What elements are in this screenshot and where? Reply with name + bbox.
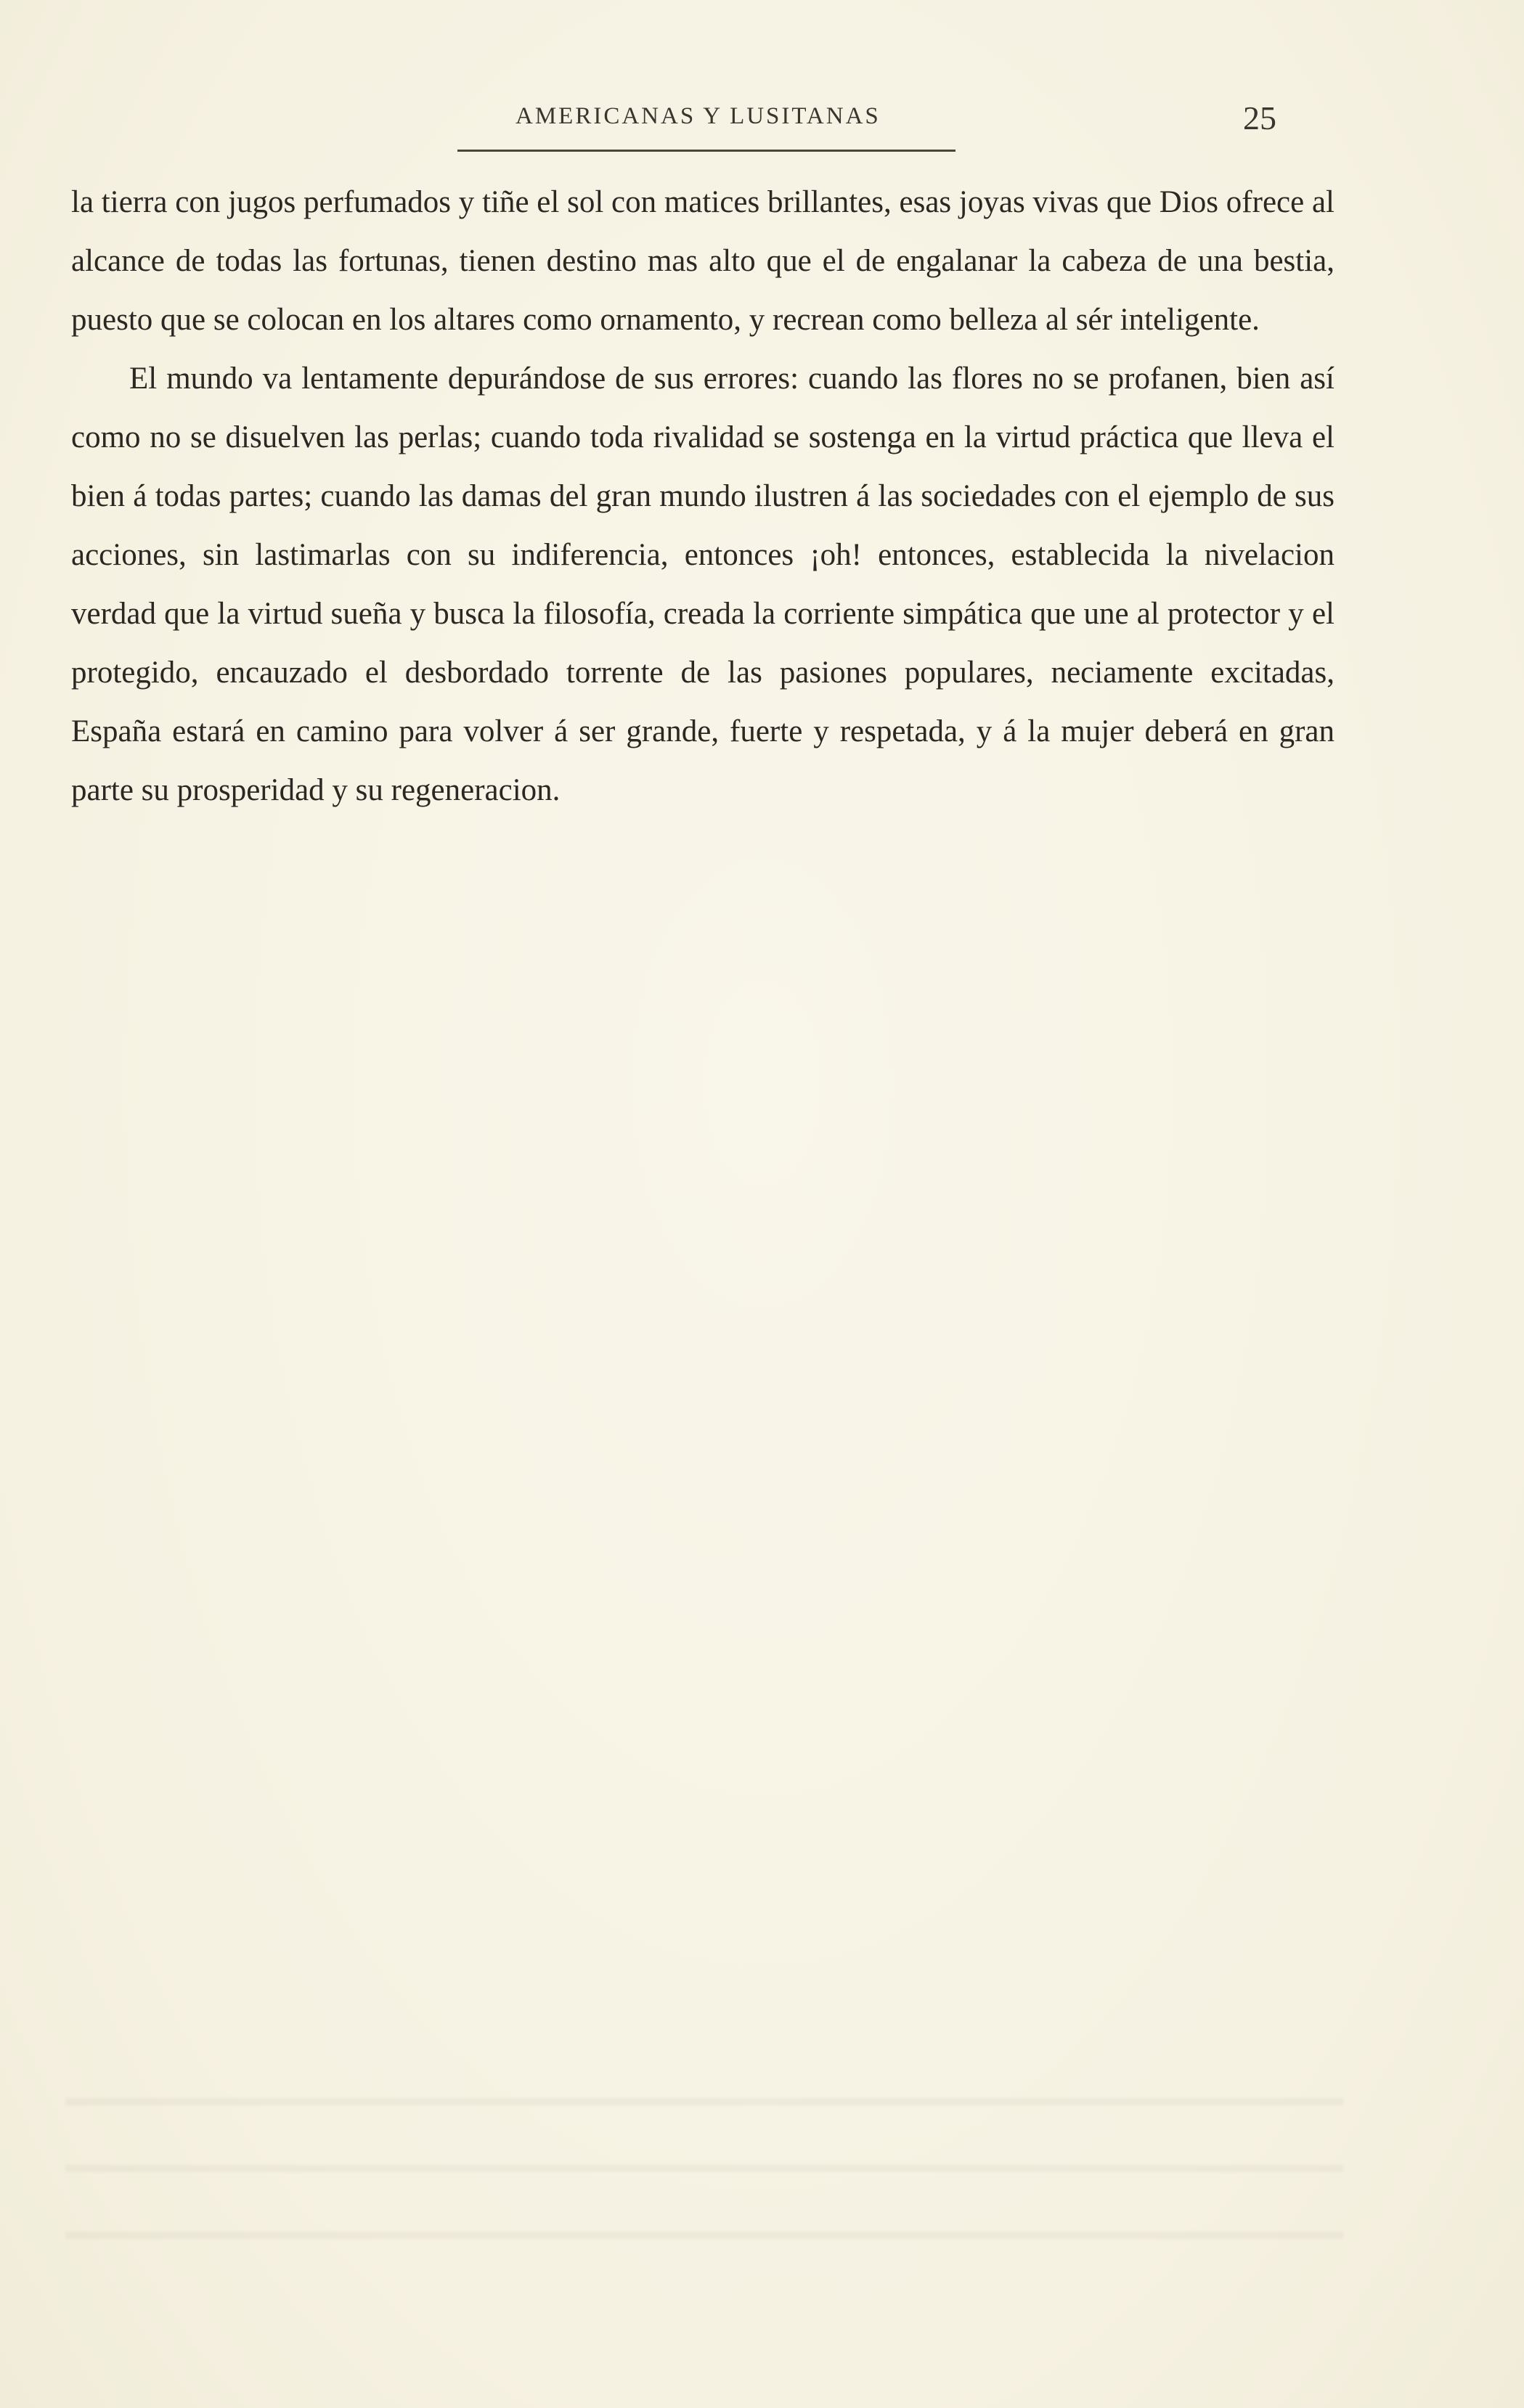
page-number: 25 xyxy=(1243,99,1276,136)
show-through-bleed xyxy=(65,2054,1343,2265)
running-title: AMERICANAS Y LUSITANAS xyxy=(516,103,881,129)
paragraph-el-mundo: El mundo va lentamente depurándose de sus errores: cuando las flores no se profanen, bien así como no se disuelven las perlas; cuando toda rivalidad se sostenga en la virtud práctica que lleva el bien á todas partes; cuando las damas del gran mundo ilustren á las sociedades con el ejemplo de sus acciones, sin lastimarlas con su indiferencia, entonces ¡oh! entonces, establecida la nivelacion verdad que la virtud sueña y busca la filosofía, creada la corriente simpática que une al protector y el protegido, encauzado el desbordado torrente de las pasiones populares, neciamente excitadas, España estará en camino para volver á ser grande, fuerte y respetada, y á la mujer deberá en gran parte su prosperidad y su regeneracion. xyxy=(71,362,1334,807)
header-rule xyxy=(457,150,955,152)
paragraph-continuation: la tierra con jugos perfumados y tiñe el sol con matices brillantes, esas joyas vivas que Dios ofrece al alcance de todas las fortunas, tienen destino mas alto que el de engalanar la cabeza de una bestia, puesto que se colocan en los altares como ornamento, y recrean como belleza al sér inteligente. xyxy=(71,185,1334,337)
running-head xyxy=(0,99,1524,142)
body-text xyxy=(71,173,1334,820)
